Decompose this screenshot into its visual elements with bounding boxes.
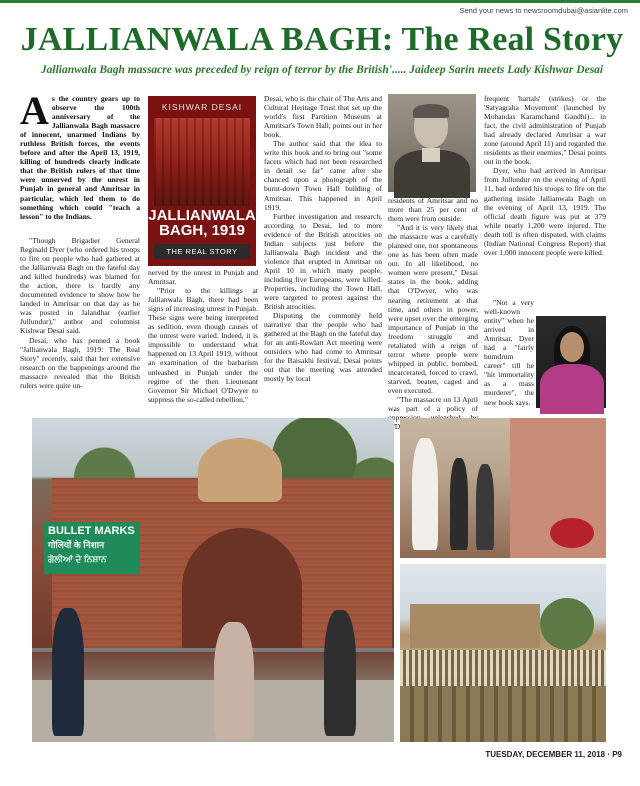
book-cover-image (148, 96, 256, 266)
book-title (148, 208, 256, 238)
column-3-para-1: Desai, who is the chair of The Arts and Cultural Heritage Trust that set up the world's first Partition Museum at Amritsar's Town Hall, points out in her book. (264, 94, 382, 140)
portrait-collar (422, 148, 440, 162)
intro-paragraph (20, 88, 140, 234)
intro-text: s the country gears up to observe the 100th anniversary of the Jallianwala Bagh massacre of innocent, unarmed Indians by ruthless British forces, the events before and after the April 13, 1919, killing of hundreds clearly indicate that the British rulers of that time were unnerved by the unrest in Punjab in general and Amritsar in particular, which led them to do something which could "teach a lesson" to the Indians. (20, 94, 140, 221)
column-1-para-2: Desai, who has penned a book "Jallianwala Bagh, 1919: The Real Story" recently, said that her extensive research on the happenings around the massacre revealed that the British rulers were quite un- (20, 335, 140, 390)
kishwar-face (560, 332, 584, 362)
column-4 (388, 196, 478, 416)
sign-line-hindi: गोलियों के निशान (48, 540, 105, 550)
drop-cap: A (20, 88, 49, 133)
visitor-left (52, 608, 84, 736)
sign-line-punjabi: ਗੋਲੀਆਂ ਦੇ ਨਿਸ਼ਾਨ (48, 554, 107, 564)
news-contact-note: Send your news to newsroomdubai@asianlite.com (459, 6, 628, 15)
page-footer: TUESDAY, DECEMBER 11, 2018 · P9 (485, 750, 622, 759)
memorial-visit-photo (400, 418, 606, 558)
dignitary (412, 438, 438, 550)
book-cover-photo (154, 118, 250, 206)
book-title-line-1: JALLIANWALA (148, 207, 256, 224)
book-author: KISHWAR DESAI (161, 102, 243, 112)
bullet-marks-sign (44, 522, 140, 574)
column-5-wrap (484, 298, 534, 410)
column-1-para-1: "Though Brigadier General Reginald Dyer (who ordered his troops to fire on people who had gathered at the Jallianwala Bagh on the fateful day and killed hundreds) was blamed for the action, there is hardly any documented evidence to show how he landed in Amritsar on that day as he was posted in Jalandhar (earlier Jullundur)," author and columnist Kishwar Desai said. (20, 236, 140, 336)
column-3-para-2: The author said that the idea to write this book and to bring out "some facets which had not been researched in detail so far" came after she chanced upon a photograph of the burnt-down Town Hall building of Amritsar. This happened in April 1919. (264, 139, 382, 212)
column-3-para-4: Disputing the commonly held narrative that the people who had gathered at the Bagh on the fateful day for an anti-Rowlatt Act meeting were outsiders who had come to Amritsar for the Baisakhi festival, Desai points out that the meeting was attended mostly by local (264, 311, 382, 384)
column-5-para-1: frequent 'hartals' (strikes) or the 'Satyagraha Movement' (launched by Mohandas Karamchand Gandhi)... in fact, the civil administration of Punjab had already declared Amritsar a war zone (around April 11) and regarded the residents as their enemies," Desai points out in the book. (484, 94, 606, 167)
jallianwala-bagh-memorial-photo (32, 418, 394, 742)
book-subtitle: THE REAL STORY (154, 244, 250, 259)
official-2 (476, 464, 494, 550)
column-3-para-3: Further investigation and research, according to Desai, led to more evidence of the British atrocities on Indian subjects just before the Jallianwala Bagh incident and the violence that erupted in Amritsar on April 10 in which many people, including five Europeans, were killed. Properties, including the Town Hall, were targeted to protest against the British atrocities. (264, 211, 382, 312)
kishwar-shawl (540, 364, 604, 414)
sign-line-english: BULLET MARKS (48, 525, 135, 537)
wreath (550, 518, 594, 548)
column-5-para-3: "Not a very well-known entity" when he arrived in Amritsar, Dyer had a "fairly humdrum career" till he "hit immortality as a mass murderer", the new book says. (484, 298, 534, 407)
painting-tree (540, 598, 594, 650)
massacre-painting (400, 564, 606, 742)
column-4-para-2: "And it is very likely that the massacre was a carefully planned one, not spontaneous one as has been often made out. In all likelihood, no women were present," Desai states in the book, adding that O'Dwyer, who was nearing retirement at that time, and others in power, were upset over the emerging importance of Punjab in the freedom struggle and retaliated with a reign of terror where people were whipped in public, bombed, incarcerated, forced to crawl, starved, beaten, caged and even executed. (388, 223, 478, 395)
visitor-right (324, 610, 356, 736)
column-2-para-1: nerved by the unrest in Punjab and Amritsar. (148, 268, 258, 287)
dyer-portrait-photo (388, 94, 476, 192)
painting-buildings (410, 604, 540, 648)
column-4-para-3: "The massacre on 13 April was part of a policy of (388, 395, 478, 414)
column-2 (148, 268, 258, 416)
dome (198, 438, 282, 502)
column-5 (484, 94, 606, 310)
visitor-woman (214, 622, 254, 740)
column-4-para-1: residents of Amritsar and no more than 25 per cent of them were from outside. (388, 196, 478, 224)
column-2-para-2: "Prior to the killings at Jallianwala Bagh, there had been signs of increasing unrest in Punjab. These signs were being interpreted as sedition, even though causes of the unrest were varied. Indeed, it is impossible to understand what happened on 13 April 1919, without an examination of the barbarism unleashed in Punjab under the regime of the then Lieutenant Governor Sir Michael O'Dwyer to suppress the so-called rebellion," (148, 286, 258, 404)
painting-crowd (400, 650, 606, 686)
column-5-para-2: Dyer, who had arrived in Amritsar from Jullundur on the evening of April 11, had ordered his troops to fire on the gathering inside Jallianwala Bagh on the evening of April 13, 1919. The official death figure was put at 379 while nearly 1,200 were injured. The death toll is often disputed, with claims (Indian National Congress Report) that over 1,000 innocent people were killed. (484, 166, 606, 257)
book-title-line-2: BAGH, 1919 (159, 222, 245, 239)
top-rule (0, 0, 640, 3)
portrait-hair (413, 104, 449, 118)
column-3 (264, 94, 382, 416)
subheadline: Jallianwala Bagh massacre was preceded by reign of terror by the British'..... Jaideep Sarin meets Lady Kishwar Desai (40, 64, 604, 76)
official-1 (450, 458, 468, 550)
column-1 (20, 236, 140, 416)
top-strip (0, 0, 640, 22)
painting-soldiers (400, 686, 606, 742)
kishwar-desai-photo (536, 316, 606, 408)
headline: JALLIANWALA BAGH: The Real Story (20, 21, 624, 58)
